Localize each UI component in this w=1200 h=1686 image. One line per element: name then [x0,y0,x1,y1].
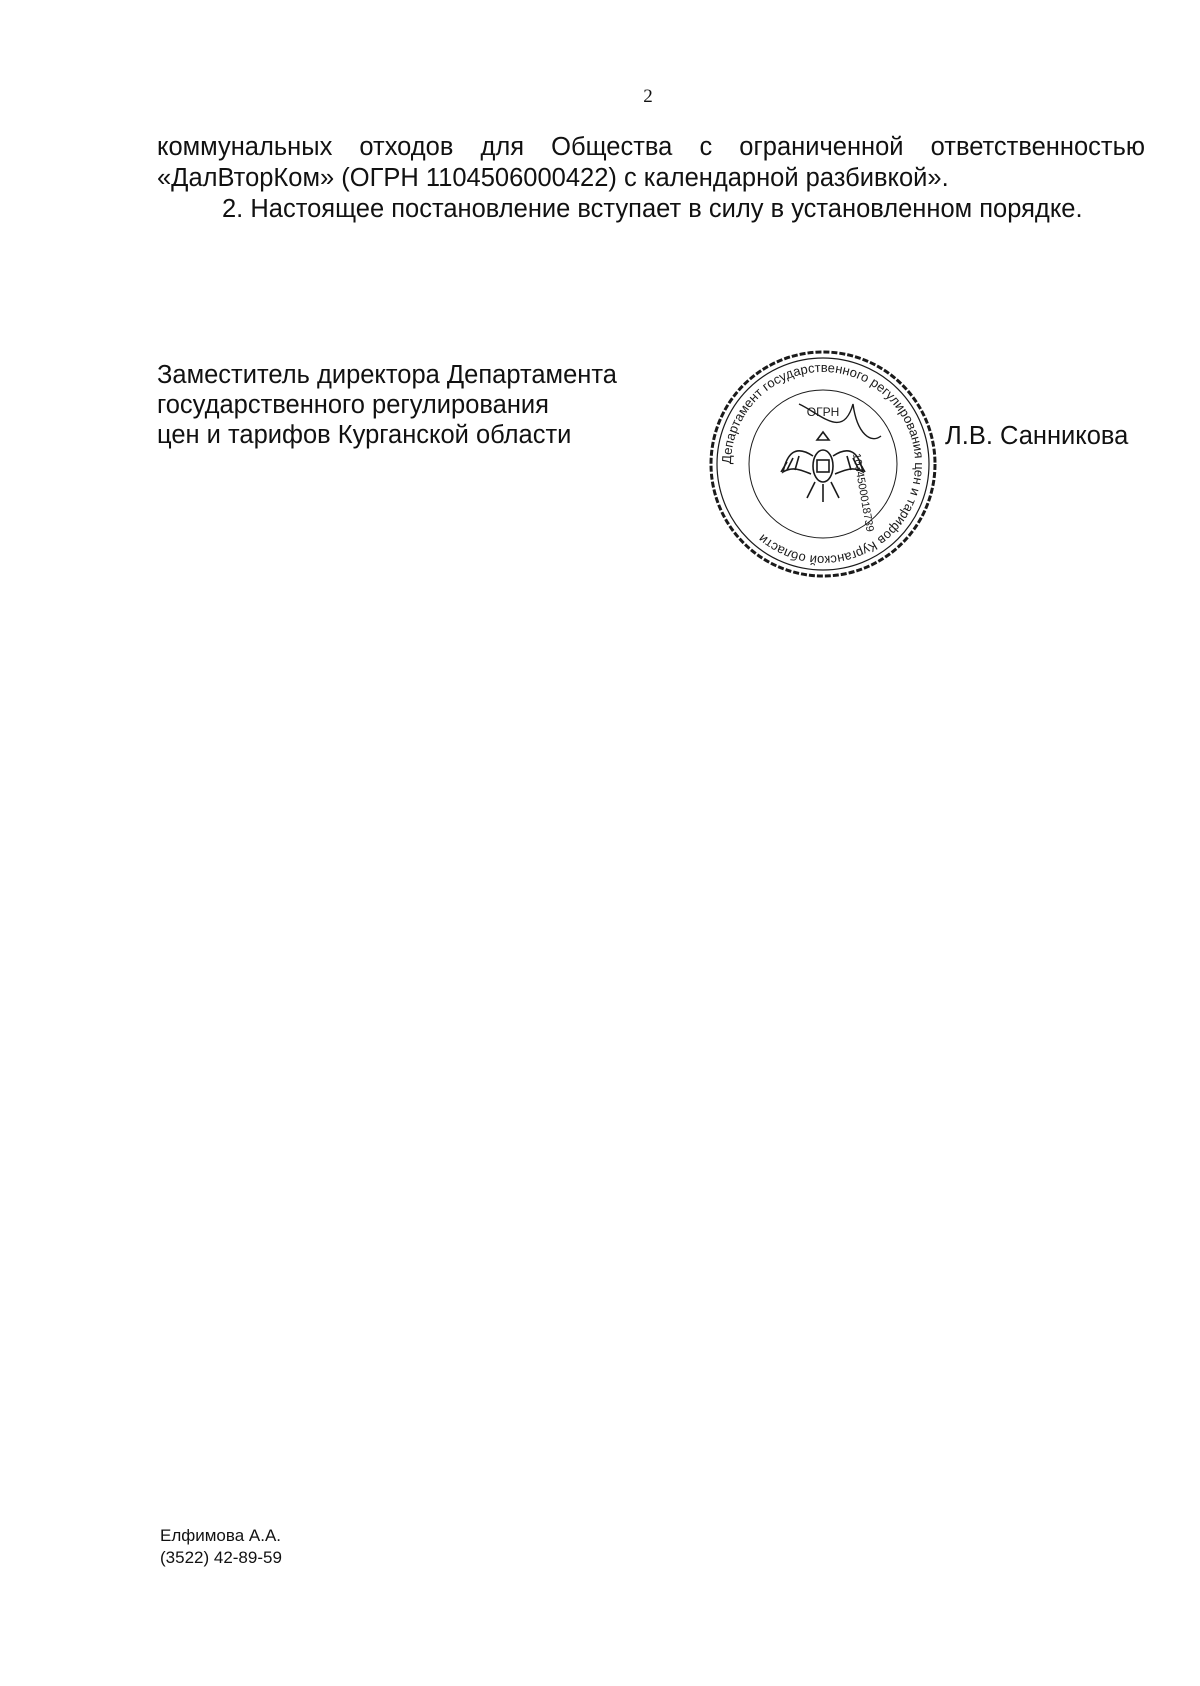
document-body [157,132,1145,225]
seal-graphic [703,344,943,584]
paragraph-effective-clause: 2. Настоящее постановление вступает в силу в установленном порядке. [222,195,1083,223]
seal-ogrn-label: ОГРН [806,405,840,419]
seal-ogrn-number: 1034500018739 [850,452,876,533]
position-line-1: Заместитель директора Департамента [157,361,617,389]
seal-ring-text: Департамент государственного регулирования цен и тарифов Курганской области [718,359,928,569]
official-seal-stamp [703,344,943,584]
paragraph-continuation: коммунальных отходов для Общества с ограниченной ответственностью «ДалВторКом» (ОГРН 1104506000422) с календарной разбивкой». [157,133,1145,192]
signer-name: Л.В. Санникова [945,422,1129,450]
executor-phone: (3522) 42-89-59 [160,1548,282,1567]
page-number: 2 [643,86,653,107]
executor-contact [160,1525,282,1569]
position-line-3: цен и тарифов Курганской области [157,421,572,449]
executor-name: Елфимова А.А. [160,1526,282,1545]
position-line-2: государственного регулирования [157,391,549,419]
signatory-position [157,360,617,450]
